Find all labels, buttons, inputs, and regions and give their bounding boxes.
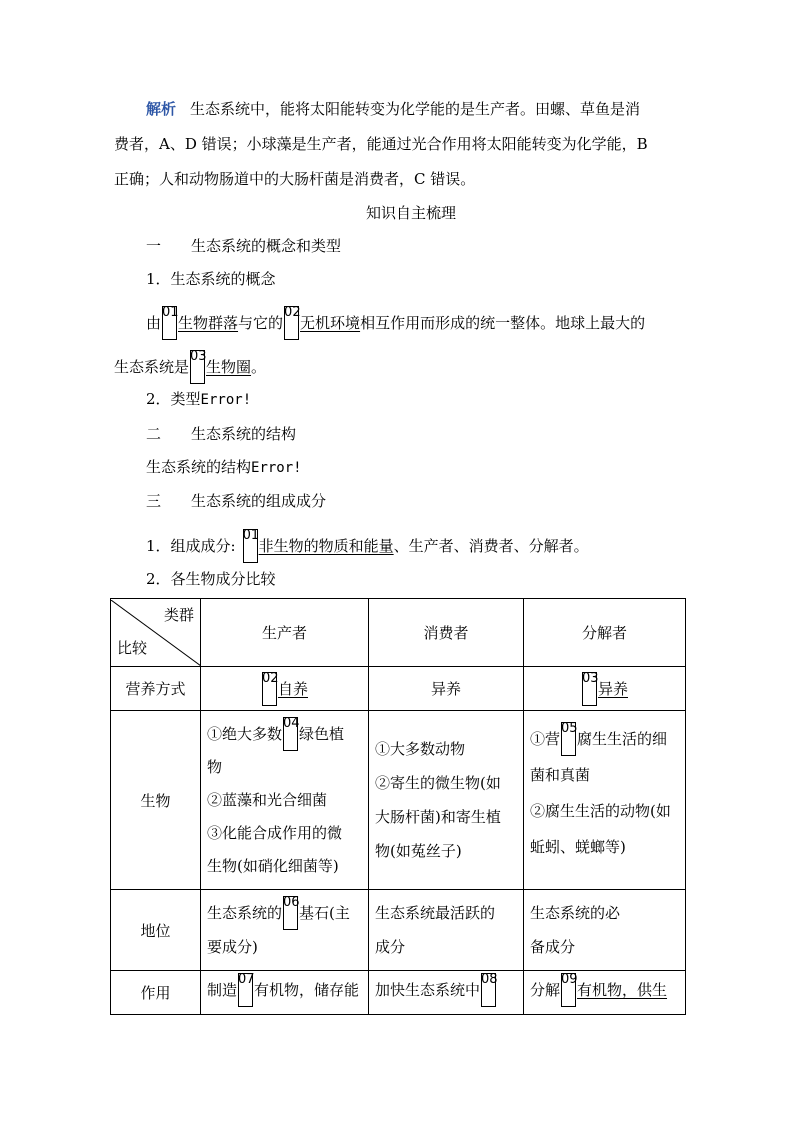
table-row-role: [111, 971, 686, 1015]
section-title: 知识自主梳理: [366, 204, 457, 222]
part2-line-text: 生态系统的结构: [146, 458, 252, 476]
cell-organism-decomposer: [524, 711, 686, 890]
blank-box-06: [283, 896, 298, 930]
text: 分解: [530, 981, 561, 999]
cell-status-decomposer: [524, 890, 686, 971]
part2-line: [146, 456, 302, 479]
error-text: Error!: [251, 460, 302, 476]
blank-box-02: [284, 306, 299, 340]
text: 有机物，储存能: [254, 981, 360, 999]
cell-organism-producer: [201, 711, 369, 890]
text: ①绝大多数: [207, 725, 283, 743]
part1-sub2-label: 2．类型: [146, 390, 201, 408]
text: 要成分): [207, 938, 258, 956]
part1-sub2: [146, 388, 251, 411]
blank-num: 03: [581, 670, 599, 686]
blank-num: 08: [481, 972, 498, 987]
cell-nutrition-consumer: 异养: [369, 667, 524, 711]
blank-num: 05: [561, 721, 578, 736]
text: 生态系统的: [207, 904, 283, 922]
part1-sub1: 1．生态系统的概念: [146, 270, 276, 288]
blank-num: 06: [283, 895, 300, 910]
concept-line2-post: 。: [251, 358, 267, 376]
part3-sub1-pre: 1．组成成分:: [146, 537, 236, 555]
part3-num: 三: [146, 492, 162, 510]
analysis-text-1: 生态系统中，能将太阳能转变为化学能的是生产者。田螺、草鱼是消: [190, 100, 641, 118]
header-decomposer: 分解者: [524, 599, 686, 667]
text: ②蓝藻和光合细菌: [207, 791, 328, 809]
fill-nonliving: 非生物的物质和能量: [258, 537, 394, 555]
row-label-nutrition: 营养方式: [111, 667, 201, 711]
part3-title: 生态系统的组成成分: [191, 492, 327, 510]
text: 腐生生活的细: [577, 730, 668, 748]
fill-abiotic-env: 无机环境: [300, 314, 361, 332]
part3-sub1-post: 、生产者、消费者、分解者。: [393, 537, 589, 555]
text: 蚯蚓、蜣螂等): [530, 838, 626, 856]
blank-box-05: [561, 722, 576, 756]
blank-box-03b: [582, 672, 597, 706]
part3-sub2: 2．各生物成分比较: [146, 570, 276, 588]
concept-line-2: [114, 350, 266, 384]
concept-line-1: [146, 306, 645, 340]
blank-num: 04: [283, 716, 300, 731]
blank-box-02b: [262, 672, 277, 706]
blank-num: 01: [162, 305, 179, 320]
cell-role-consumer: [369, 971, 524, 1015]
error-text: Error!: [200, 392, 252, 408]
text: ①营: [530, 730, 561, 748]
text: 物: [207, 758, 223, 776]
row-label-organism: 生物: [111, 711, 201, 890]
text: ②腐生生活的动物(如: [530, 802, 671, 820]
blank-box-08: [481, 973, 496, 1007]
analysis-line-3: 正确；人和动物肠道中的大肠杆菌是消费者，C 错误。: [114, 170, 476, 188]
fill-biocommunity: 生物群落: [178, 314, 239, 332]
blank-box-01b: [243, 529, 258, 563]
table-header-row: [111, 599, 686, 667]
text: 菌和真菌: [530, 766, 591, 784]
analysis-line-2: 费者，A、D 错误；小球藻是生产者，能通过光合作用将太阳能转变为化学能，B: [114, 135, 648, 153]
text: 生物(如硝化细菌等): [207, 857, 339, 875]
blank-num: 03: [190, 349, 207, 364]
text: ①大多数动物: [375, 740, 466, 758]
fill-autotroph: 自养: [277, 679, 308, 698]
text: 基石(主: [299, 904, 350, 922]
text: ②寄生的微生物(如: [375, 774, 501, 792]
blank-box-04: [283, 717, 298, 751]
table-row-organism: [111, 711, 686, 890]
text: 大肠杆菌)和寄生植: [375, 808, 501, 826]
cell-nutrition-decomposer: [524, 667, 686, 711]
corner-bottom: 比较: [117, 638, 148, 657]
concept-line2-pre: 生态系统是: [114, 358, 190, 376]
concept-pre: 由: [146, 314, 162, 332]
cell-role-producer: [201, 971, 369, 1015]
part1-title: 生态系统的概念和类型: [191, 237, 342, 255]
cell-status-producer: [201, 890, 369, 971]
text: 物(如菟丝子): [375, 842, 462, 860]
text: 绿色植: [299, 725, 345, 743]
concept-post: 相互作用而形成的统一整体。地球上最大的: [360, 314, 646, 332]
blank-box-07: [238, 973, 253, 1007]
text: 成分: [375, 938, 406, 956]
part1-heading: [146, 235, 341, 257]
header-producer: 生产者: [201, 599, 369, 667]
part2-title: 生态系统的结构: [191, 425, 297, 443]
header-consumer: 消费者: [369, 599, 524, 667]
text: 备成分: [530, 938, 576, 956]
analysis-line-1: [146, 98, 640, 120]
blank-num: 02: [284, 305, 301, 320]
fill-biosphere: 生物圈: [206, 358, 252, 376]
cell-role-decomposer: [524, 971, 686, 1015]
text: 制造: [207, 981, 238, 999]
analysis-label: 解析: [146, 100, 177, 118]
corner-cell: [111, 599, 201, 667]
blank-num: 02: [261, 670, 279, 686]
blank-num: 07: [238, 972, 255, 987]
table-row-nutrition: [111, 667, 686, 711]
fill-heterotroph: 异养: [597, 679, 628, 698]
row-label-role: 作用: [111, 971, 201, 1015]
cell-organism-consumer: [369, 711, 524, 890]
table-row-status: [111, 890, 686, 971]
part1-num: 一: [146, 237, 162, 255]
text: 生态系统最活跃的: [375, 904, 496, 922]
concept-mid: 与它的: [238, 314, 284, 332]
text: ③化能合成作用的微: [207, 824, 343, 842]
text: 有机物，供生: [577, 981, 668, 999]
row-label-status: 地位: [111, 890, 201, 971]
blank-box-03: [190, 350, 205, 384]
blank-box-01: [162, 306, 177, 340]
part2-heading: [146, 423, 296, 445]
blank-box-09: [561, 973, 576, 1007]
blank-num: 01: [242, 528, 260, 543]
corner-top: 类群: [163, 605, 194, 624]
part2-num: 二: [146, 425, 162, 443]
part3-sub1: [146, 529, 589, 563]
text: 加快生态系统中: [375, 981, 481, 999]
part3-heading: [146, 490, 326, 512]
cell-status-consumer: [369, 890, 524, 971]
comparison-table: [110, 598, 686, 1015]
text: 生态系统的必: [530, 904, 621, 922]
cell-nutrition-producer: [201, 667, 369, 711]
blank-num: 09: [561, 972, 578, 987]
